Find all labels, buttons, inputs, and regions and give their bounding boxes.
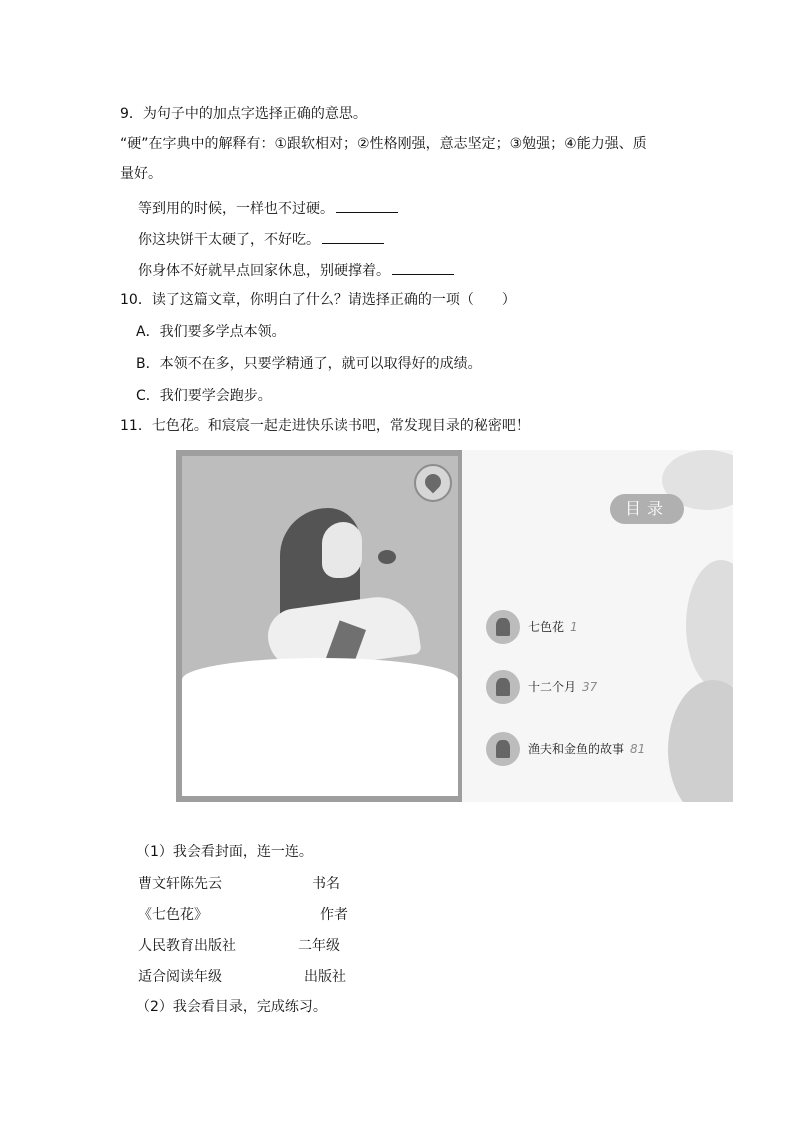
match-right-item[interactable]: 作者 <box>320 907 348 923</box>
toc-item-title: 十二个月 <box>528 680 577 694</box>
story-thumbnail-icon <box>486 732 520 766</box>
match-left-item[interactable]: 人民教育出版社 <box>138 938 236 954</box>
q10-option-b[interactable]: B．本领不在多，只要学精通了，就可以取得好的成绩。 <box>136 356 482 372</box>
match-right-item[interactable]: 出版社 <box>304 969 346 985</box>
story-thumbnail-icon <box>486 610 520 644</box>
q11-part2-title: （2）我会看目录，完成练习。 <box>136 999 327 1015</box>
answer-blank[interactable] <box>392 260 454 275</box>
sentence-text: 你身体不好就早点回家休息，别硬撑着。 <box>138 263 390 279</box>
match-left-item[interactable]: 《七色花》 <box>138 907 208 923</box>
toc-item-page: 81 <box>630 742 646 756</box>
toc-item-page: 37 <box>582 680 598 694</box>
table-of-contents <box>462 450 733 802</box>
toc-item-page: 1 <box>570 620 578 634</box>
flower-icon <box>378 550 396 564</box>
q9-title: 9．为句子中的加点字选择正确的意思。 <box>120 106 367 122</box>
sentence-text: 你这块饼干太硬了，不好吃。 <box>138 232 320 248</box>
toc-item-title: 七色花 <box>528 620 565 634</box>
match-left-item[interactable]: 适合阅读年级 <box>138 969 222 985</box>
series-seal-icon <box>414 464 452 502</box>
match-right-item[interactable]: 书名 <box>312 876 340 892</box>
q9-definition-line1: “硬”在字典中的解释有：①跟软相对；②性格刚强，意志坚定；③勉强；④能力强、质 <box>120 136 647 152</box>
book-cover <box>176 450 462 802</box>
story-thumbnail-icon <box>486 670 520 704</box>
toc-item-title: 渔夫和金鱼的故事 <box>528 742 625 756</box>
book-photo <box>176 450 733 802</box>
answer-blank[interactable] <box>336 198 398 213</box>
q9-sentence-2 <box>138 229 384 250</box>
match-left-item[interactable]: 曹文轩陈先云 <box>138 876 222 892</box>
q10-option-c[interactable]: C．我们要学会跑步。 <box>136 388 272 404</box>
match-right-item[interactable]: 二年级 <box>298 938 340 954</box>
sentence-text: 等到用的时候，一样也不过硬。 <box>138 201 334 217</box>
q9-sentence-3 <box>138 260 454 281</box>
answer-blank[interactable] <box>322 229 384 244</box>
q10-title: 10．读了这篇文章，你明白了什么？请选择正确的一项（ ） <box>120 292 516 308</box>
q9-definition-line2: 量好。 <box>120 166 162 182</box>
q9-sentence-1 <box>138 198 398 219</box>
toc-title: 目录 <box>610 494 684 524</box>
q10-option-a[interactable]: A．我们要多学点本领。 <box>136 324 286 340</box>
q11-part1-title: （1）我会看封面，连一连。 <box>136 844 313 860</box>
q11-title: 11．七色花。和宸宸一起走进快乐读书吧，常发现目录的秘密吧！ <box>120 418 530 434</box>
